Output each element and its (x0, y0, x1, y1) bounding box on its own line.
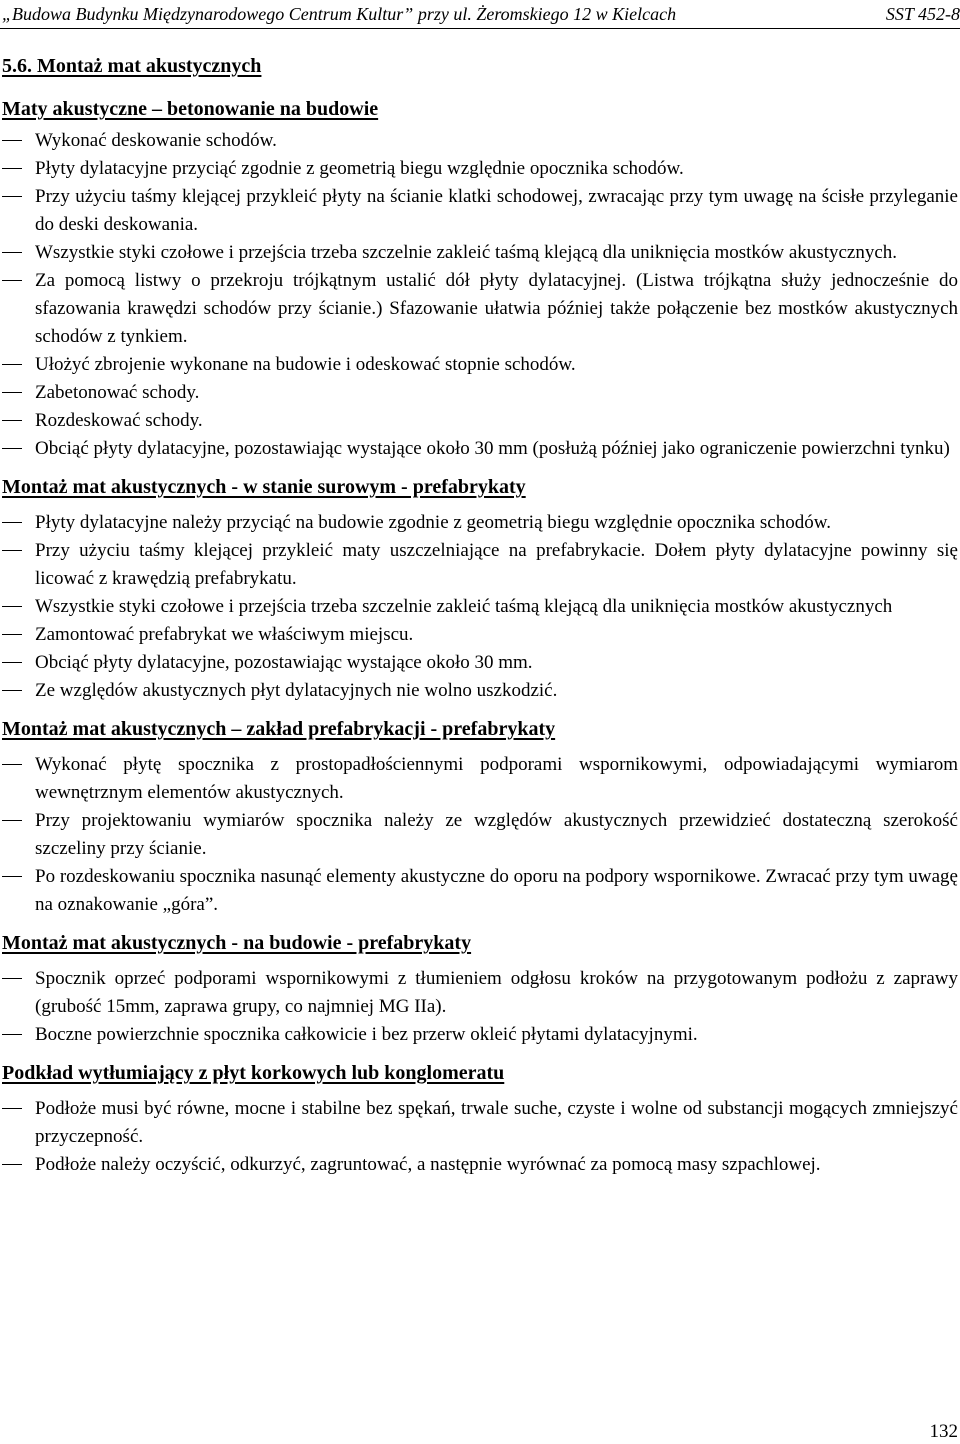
list-item: Obciąć płyty dylatacyjne, pozostawiając wystające około 30 mm. (2, 649, 958, 677)
list-item: Wszystkie styki czołowe i przejścia trzeba szczelnie zakleić taśmą klejącą dla uniknięcia mostków akustycznych (2, 593, 958, 621)
dash-bullet-icon (2, 392, 22, 393)
dash-bullet-icon (2, 978, 22, 979)
list-item: Ze względów akustycznych płyt dylatacyjnych nie wolno uszkodzić. (2, 677, 958, 705)
bullet-list (2, 127, 958, 463)
list-item: Wykonać deskowanie schodów. (2, 127, 958, 155)
dash-bullet-icon (2, 1108, 22, 1109)
dash-bullet-icon (2, 662, 22, 663)
dash-bullet-icon (2, 448, 22, 449)
dash-bullet-icon (2, 550, 22, 551)
list-item: Po rozdeskowaniu spocznika nasunąć elementy akustyczne do oporu na podpory wspornikowe. Zwracać przy tym uwagę na oznakowanie „góra”. (2, 863, 958, 919)
list-item: Wszystkie styki czołowe i przejścia trzeba szczelnie zakleić taśmą klejącą dla uniknięcia mostków akustycznych. (2, 239, 958, 267)
list-item: Ułożyć zbrojenie wykonane na budowie i odeskować stopnie schodów. (2, 351, 958, 379)
list-item: Podłoże musi być równe, mocne i stabilne bez spękań, trwale suche, czyste i wolne od substancji mogących zmniejszyć przyczepność. (2, 1095, 958, 1151)
list-item: Płyty dylatacyjne należy przyciąć na budowie zgodnie z geometrią biegu względnie opocznika schodów. (2, 509, 958, 537)
dash-bullet-icon (2, 1034, 22, 1035)
list-item: Podłoże należy oczyścić, odkurzyć, zagruntować, a następnie wyrównać za pomocą masy szpachlowej. (2, 1151, 958, 1179)
bullet-list (2, 751, 958, 919)
list-item: Przy użyciu taśmy klejącej przykleić maty uszczelniające na prefabrykacie. Dołem płyty dylatacyjne powinny się licować z krawędzią prefabrykatu. (2, 537, 958, 593)
document-title: „Budowa Budynku Międzynarodowego Centrum Kultur” przy ul. Żeromskiego 12 w Kielcach (2, 4, 677, 24)
subsection-title: Podkład wytłumiający z płyt korkowych lub konglomeratu (2, 1062, 505, 1084)
dash-bullet-icon (2, 606, 22, 607)
page-number: 132 (929, 1421, 958, 1442)
list-item: Zabetonować schody. (2, 379, 958, 407)
subsection-title: Montaż mat akustycznych – zakład prefabrykacji - prefabrykaty (2, 718, 556, 740)
dash-bullet-icon (2, 522, 22, 523)
list-item: Przy projektowaniu wymiarów spocznika należy ze względów akustycznych przewidzieć dostateczną szerokość szczeliny przy ścianie. (2, 807, 958, 863)
bullet-list (2, 965, 958, 1049)
bullet-list (2, 509, 958, 705)
dash-bullet-icon (2, 1164, 22, 1165)
list-item: Przy użyciu taśmy klejącej przykleić płyty na ścianie klatki schodowej, zwracając przy tym uwagę na ścisłe przyleganie do deski deskowania. (2, 183, 958, 239)
dash-bullet-icon (2, 364, 22, 365)
page-header (0, 2, 960, 29)
dash-bullet-icon (2, 280, 22, 281)
dash-bullet-icon (2, 634, 22, 635)
bullet-list (2, 1095, 958, 1179)
list-item: Rozdeskować schody. (2, 407, 958, 435)
section-heading: 5.6. Montaż mat akustycznych (2, 55, 262, 77)
subsection-title: Montaż mat akustycznych - w stanie surowym - prefabrykaty (2, 476, 526, 498)
document-body (2, 52, 958, 1179)
list-item: Spocznik oprzeć podporami wspornikowymi z tłumieniem odgłosu kroków na przygotowanym podłożu z zaprawy (grubość 15mm, zaprawa grupy, co najmniej MG IIa). (2, 965, 958, 1021)
dash-bullet-icon (2, 820, 22, 821)
list-item: Boczne powierzchnie spocznika całkowicie i bez przerw okleić płytami dylatacyjnymi. (2, 1021, 958, 1049)
list-item: Za pomocą listwy o przekroju trójkątnym ustalić dół płyty dylatacyjnej. (Listwa trójkątna służy jednocześnie do sfazowania krawędzi schodów przy ścianie.) Sfazowanie ułatwia później także połączenie bez mostków akustycznych schodów z tynkiem. (2, 267, 958, 351)
list-item: Obciąć płyty dylatacyjne, pozostawiając wystające około 30 mm (posłużą później jako ograniczenie powierzchni tynku) (2, 435, 958, 463)
dash-bullet-icon (2, 252, 22, 253)
document-code: SST 452-8 (885, 4, 960, 24)
subsection-title: Montaż mat akustycznych - na budowie - prefabrykaty (2, 932, 472, 954)
list-item: Zamontować prefabrykat we właściwym miejscu. (2, 621, 958, 649)
subsection-title: Maty akustyczne – betonowanie na budowie (2, 98, 379, 120)
list-item: Płyty dylatacyjne przyciąć zgodnie z geometrią biegu względnie opocznika schodów. (2, 155, 958, 183)
dash-bullet-icon (2, 196, 22, 197)
list-item: Wykonać płytę spocznika z prostopadłościennymi podporami wspornikowymi, odpowiadającymi wymiarom wewnętrznym elementów akustycznych. (2, 751, 958, 807)
dash-bullet-icon (2, 876, 22, 877)
dash-bullet-icon (2, 168, 22, 169)
dash-bullet-icon (2, 764, 22, 765)
dash-bullet-icon (2, 690, 22, 691)
dash-bullet-icon (2, 140, 22, 141)
dash-bullet-icon (2, 420, 22, 421)
